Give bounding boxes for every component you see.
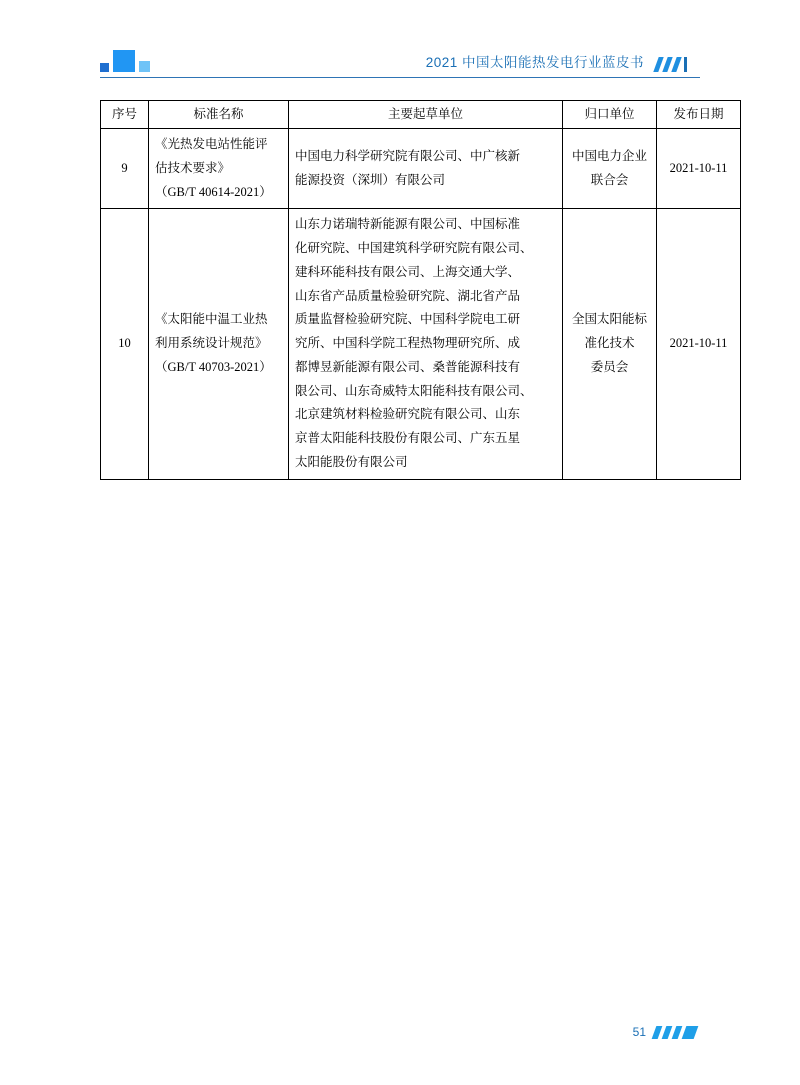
cell-drafters-line: 建科环能科技有限公司、上海交通大学、 [295,264,521,279]
cell-name [149,129,289,209]
cell-drafters-line: 能源投资（深圳）有限公司 [295,172,446,187]
cell-name-line: 估技术要求》 [155,160,231,175]
header-stripes-icon [656,57,690,72]
table-body [101,129,741,480]
cell-name-line: 《光热发电站性能评 [155,137,268,151]
cell-name-line: 利用系统设计规范》 [155,336,268,350]
cell-name-line: 《太阳能中温工业热 [155,312,268,327]
cell-drafters-line: 都博昱新能源有限公司、桑普能源科技有 [295,359,521,374]
cell-drafters-line: 北京建筑材料检验研究院有限公司、山东 [295,407,521,422]
cell-org-line: 委员会 [590,359,629,374]
column-header-date: 发布日期 [657,101,741,129]
square-small-icon [100,63,109,72]
table-row [101,209,741,479]
cell-drafters-line: 质量监督检验研究院、中国科学院电工研 [295,312,521,327]
cell-org-line: 联合会 [590,172,629,187]
column-header-drafters: 主要起草单位 [289,101,563,129]
cell-drafters-line: 化研究院、中国建筑科学研究院有限公司、 [295,241,533,255]
header-logo [100,50,150,72]
cell-no: 9 [101,129,149,209]
cell-org-line: 中国电力企业 [571,148,647,163]
page-footer [633,1025,700,1039]
cell-drafters-line: 太阳能股份有限公司 [295,454,408,469]
cell-date: 2021-10-11 [657,129,741,209]
cell-drafters-line: 山东省产品质量检验研究院、湖北省产品 [295,288,521,303]
cell-org-line: 全国太阳能标 [571,312,647,327]
cell-org [563,209,657,479]
table-header-row [101,101,741,129]
cell-no: 10 [101,209,149,479]
page-number: 51 [632,1025,646,1039]
page-header [100,44,700,78]
table-row [101,129,741,209]
cell-drafters-line: 限公司、山东奇威特太阳能科技有限公司、 [295,383,533,398]
square-large-icon [113,50,135,72]
cell-org [563,129,657,209]
cell-drafters [289,129,563,209]
square-medium-icon [139,61,150,72]
cell-org-line: 准化技术 [584,336,635,350]
standards-table [100,100,741,480]
column-header-name: 标准名称 [149,101,289,129]
column-header-no: 序号 [101,101,149,129]
header-divider [100,77,700,78]
cell-drafters [289,209,563,479]
cell-drafters-line: 山东力诺瑞特新能源有限公司、中国标准 [295,217,521,232]
cell-name [149,209,289,479]
header-title: 2021 中国太阳能热发电行业蓝皮书 [425,55,644,70]
column-header-org: 归口单位 [563,101,657,129]
cell-drafters-line: 究所、中国科学院工程热物理研究所、成 [295,336,521,350]
cell-drafters-line: 中国电力科学研究院有限公司、中广核新 [295,148,521,163]
footer-stripes-icon [654,1026,700,1039]
cell-date: 2021-10-11 [657,209,741,479]
standards-table-container [100,100,728,480]
cell-drafters-line: 京普太阳能科技股份有限公司、广东五星 [295,431,521,445]
cell-name-line: （GB/T 40614-2021） [155,184,272,199]
cell-name-line: （GB/T 40703-2021） [155,359,272,374]
